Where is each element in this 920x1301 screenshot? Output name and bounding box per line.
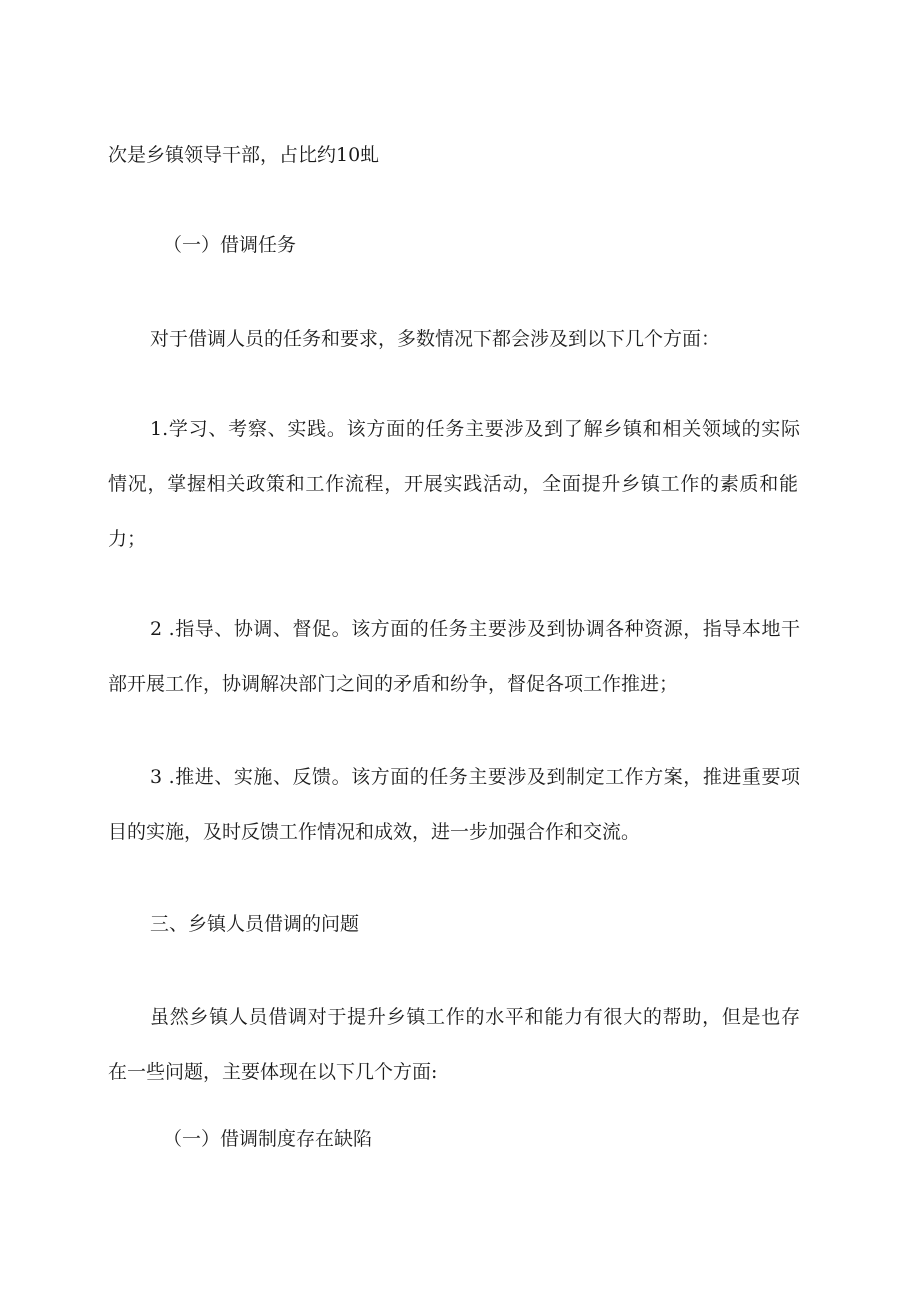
paragraph-line: 虽然乡镇人员借调对于提升乡镇工作的水平和能力有很大的帮助，但是也存 [150, 1006, 800, 1028]
paragraph-line: 对于借调人员的任务和要求，多数情况下都会涉及到以下几个方面： [150, 328, 721, 350]
paragraph-line: 情况，掌握相关政策和工作流程，开展实践活动，全面提升乡镇工作的素质和能 [108, 473, 798, 495]
paragraph-line: 部开展工作，协调解决部门之间的矛盾和纷争，督促各项工作推进； [108, 673, 679, 695]
paragraph-line: 3 .推进、实施、反馈。该方面的任务主要涉及到制定工作方案，推进重要项 [150, 766, 800, 788]
section-heading: （一）借调制度存在缺陷 [163, 1128, 373, 1150]
paragraph-line: 1.学习、考察、实践。该方面的任务主要涉及到了解乡镇和相关领域的实际 [150, 418, 800, 440]
paragraph-line: 目的实施，及时反馈工作情况和成效，进一步加强合作和交流。 [108, 821, 641, 843]
paragraph-line: 次是乡镇领导干部，占比约10虬 [108, 144, 380, 166]
paragraph-line: 力； [108, 528, 147, 550]
section-heading: （一）借调任务 [163, 234, 297, 256]
paragraph-line: 2 .指导、协调、督促。该方面的任务主要涉及到协调各种资源，指导本地干 [150, 618, 800, 640]
section-heading: 三、乡镇人员借调的问题 [150, 913, 360, 935]
paragraph-line: 在一些问题，主要体现在以下几个方面: [108, 1061, 438, 1083]
